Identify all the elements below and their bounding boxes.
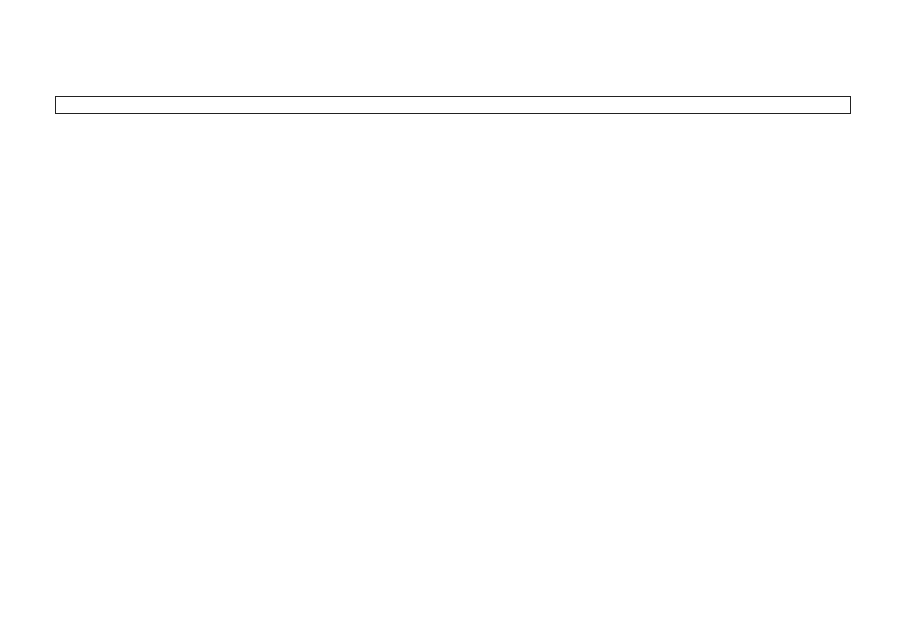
table-header — [55, 96, 851, 114]
